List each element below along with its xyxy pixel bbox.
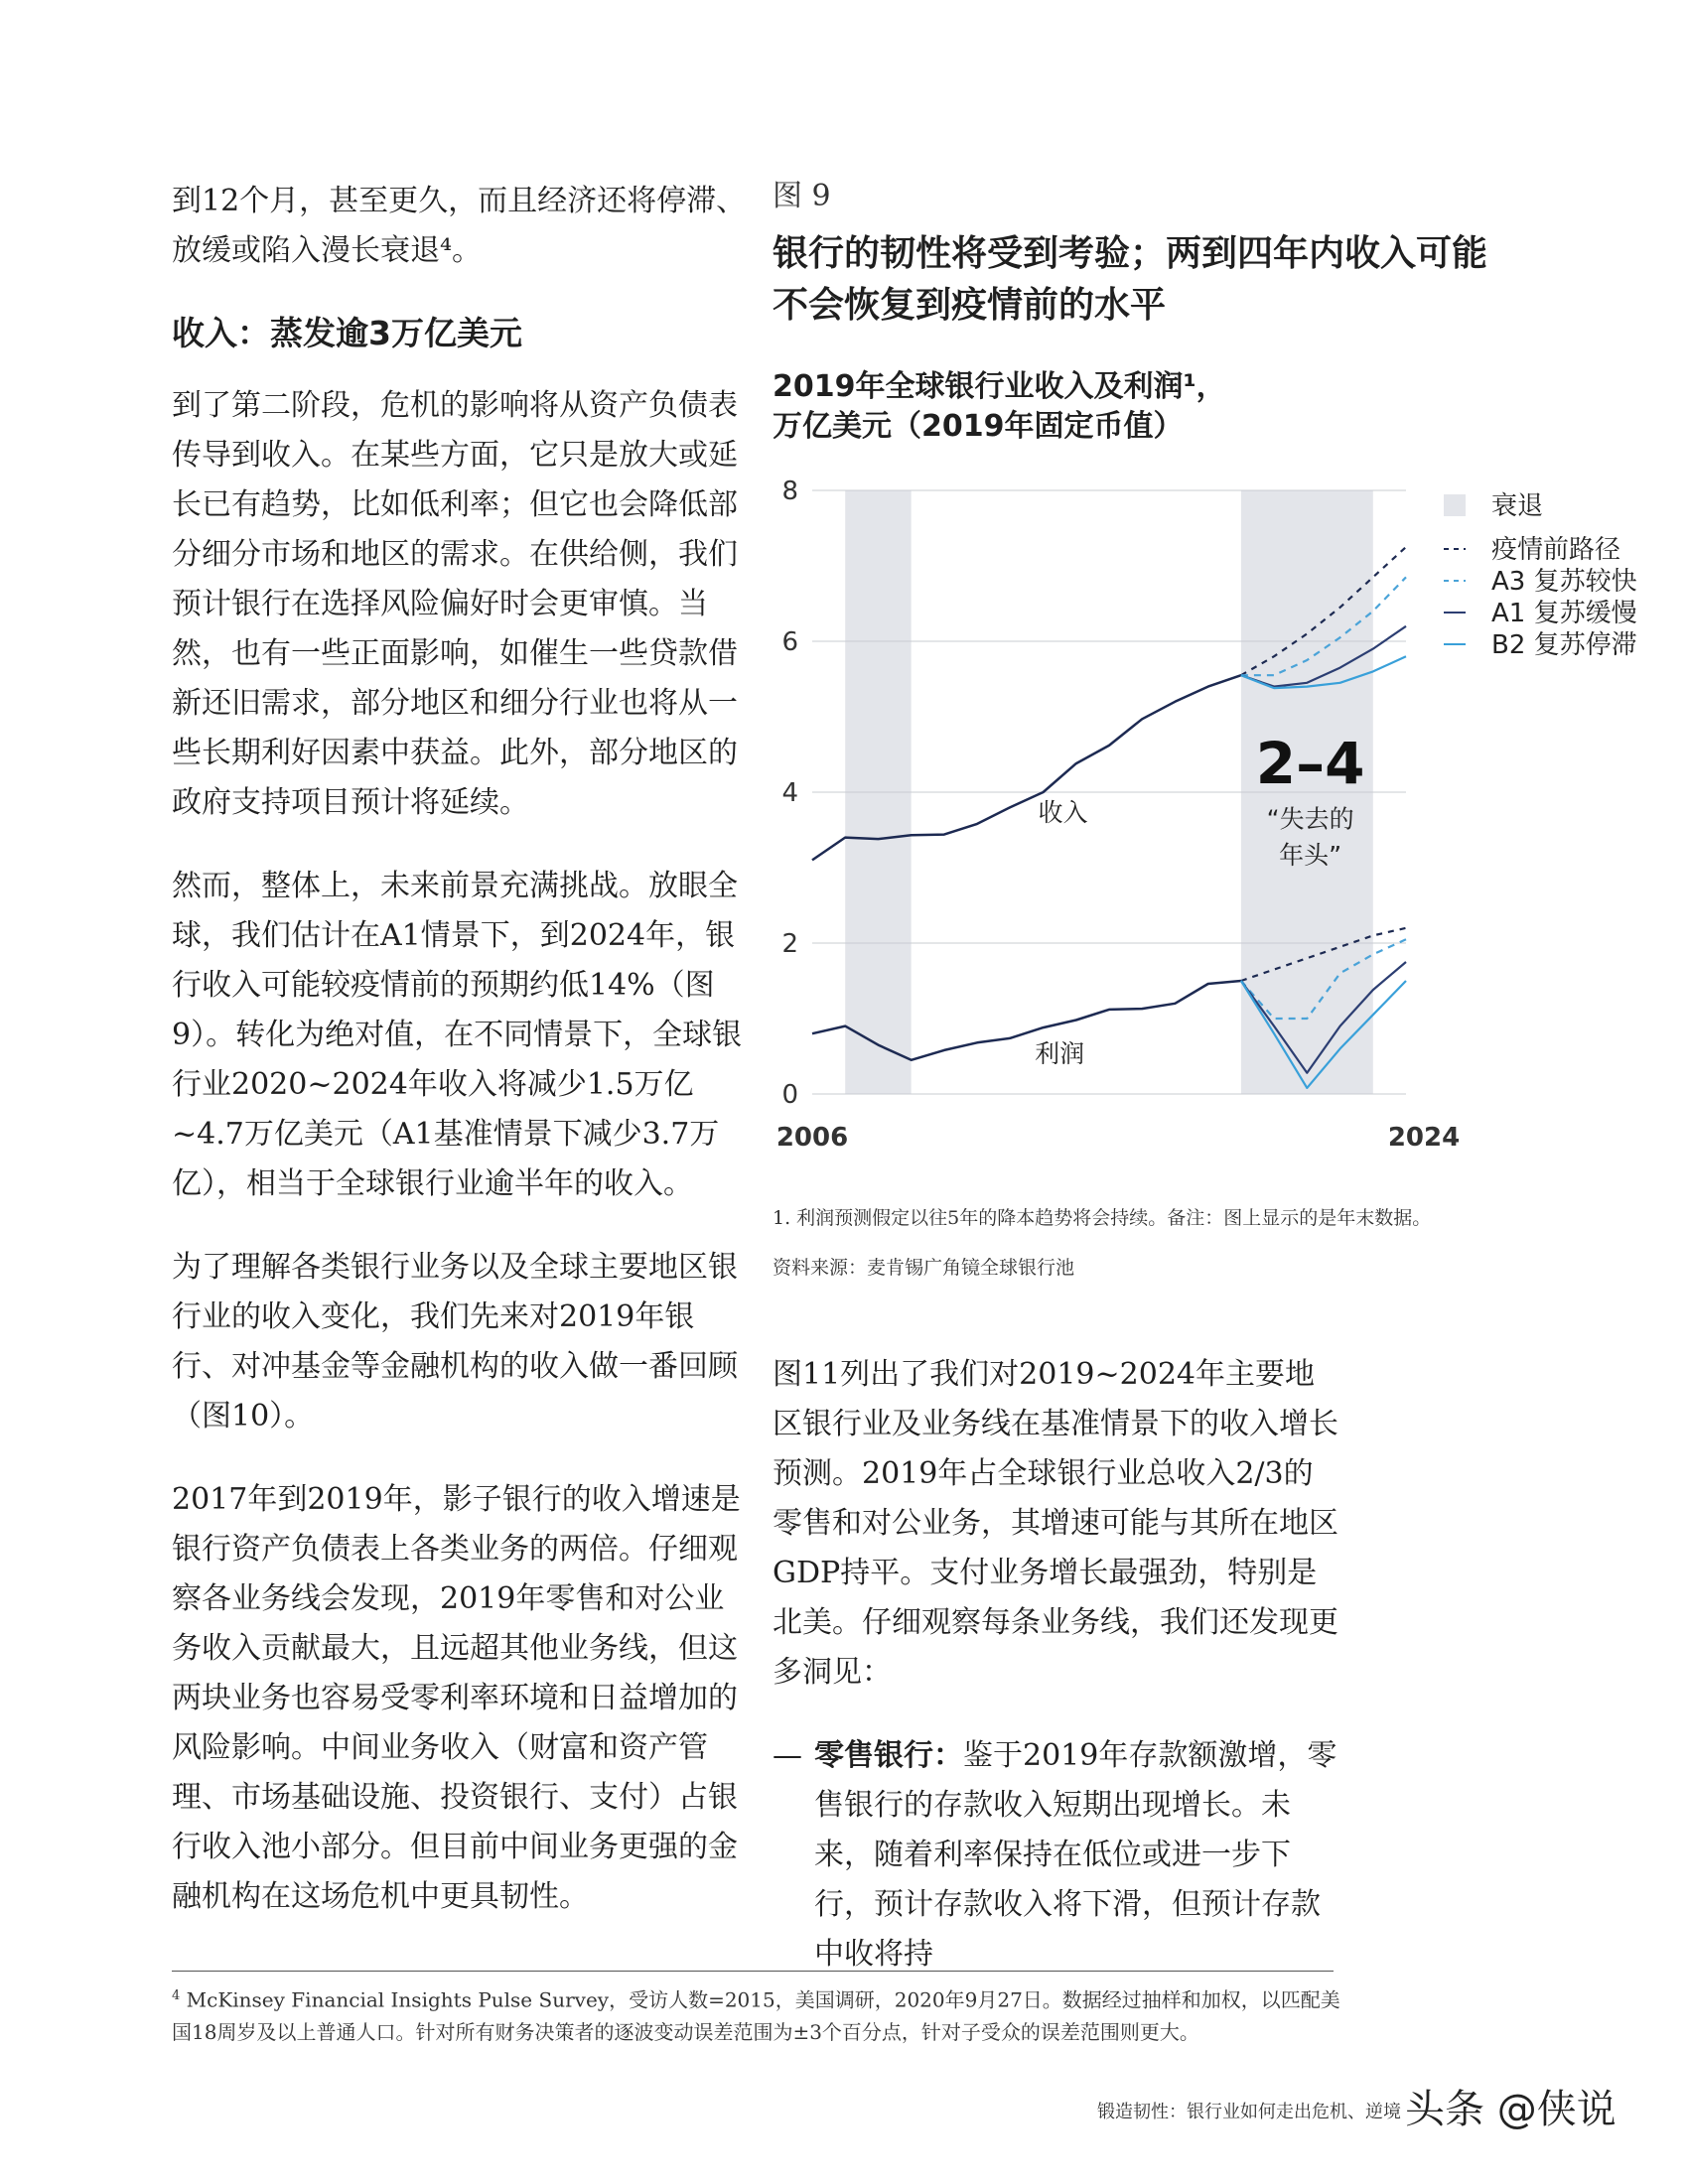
paragraph-revenue: 到了第二阶段，危机的影响将从资产负债表传导到收入。在某些方面，它只是放大或延长已有趋势，比如低利率；但它也会降低部分细分市场和地区的需求。在供给侧，我们预计银行在选择风险偏好时会更审慎。当然，也有一些正面影响，如催生一些贷款借新还旧需求，部分地区和细分行业也将从一些长期利好因素中获益。此外，部分地区的政府支持项目预计将延续。 xyxy=(172,388,738,820)
legend-b2-label: B2 复苏停滞 xyxy=(1491,630,1637,660)
paragraph-intro: 到12个月，甚至更久，而且经济还将停滞、放缓或陷入漫长衰退⁴。 xyxy=(172,184,747,268)
revenue-series-label: 收入 xyxy=(1038,797,1088,827)
x-tick-label-2006: 2006 xyxy=(775,1123,849,1153)
chart-footnote: 1. 利润预测假定以往5年的降本趋势将会持续。备注：图上显示的是年末数据。 xyxy=(773,1207,1432,1229)
legend-a3-label: A3 复苏较快 xyxy=(1491,567,1637,597)
y-tick-label-6: 6 xyxy=(781,627,798,657)
paragraph-shadow-banking: 2017年到2019年，影子银行的收入增速是银行资产负债表上各类业务的两倍。仔细观察各业务线会发现，2019年零售和对公业务收入贡献最大，且远超其他业务线，但这两块业务也容易受零利率环境和日益增加的风险影响。中间业务收入（财富和资产管理、市场基础设施、投资银行、支付）占银行收入池小部分。但目前中间业务更强的金融机构在这场危机中更具韧性。 xyxy=(172,1482,741,1914)
annotation-lost-years-line1: “失去的 xyxy=(1266,804,1354,834)
chart-title: 2019年全球银行业收入及利润¹， 万亿美元（2019年固定币值） xyxy=(773,369,1226,444)
legend-a1-label: A1 复苏缓慢 xyxy=(1491,599,1637,628)
x-tick-label-2024: 2024 xyxy=(1387,1123,1461,1153)
figure-title: 银行的韧性将受到考验；两到四年内收入可能 不会恢复到疫情前的水平 xyxy=(773,233,1488,326)
running-footer: 锻造韧性：银行业如何走出危机、逆境 xyxy=(1097,2102,1401,2122)
bullet-dash: — xyxy=(773,1738,802,1773)
bullet-label: 零售银行： xyxy=(814,1738,963,1773)
chart-source: 资料来源：麦肯锡广角镜全球银行池 xyxy=(773,1257,1075,1279)
left-column xyxy=(172,177,748,1956)
annotation-lost-years-line2: 年头” xyxy=(1279,841,1342,871)
footnote-divider xyxy=(172,1971,1334,1972)
footnote-text: McKinsey Financial Insights Pulse Survey，受访人数=2015，美国调研，2020年9月27日。数据经过抽样和加权，以匹配美国18周岁及以上普通人口。针对所有财务决策者的逐波变动误差范围为±3个百分点，针对子受众的误差范围则更大。 xyxy=(172,1987,1340,2044)
y-tick-label-0: 0 xyxy=(781,1080,798,1110)
paragraph-figure11: 图11列出了我们对2019~2024年主要地区银行业及业务线在基准情景下的收入增长预测。2019年占全球银行业总收入2/3的零售和对公业务，其增速可能与其所在地区GDP持平。支付业务增长最强劲，特别是北美。仔细观察每条业务线，我们还发现更多洞见： xyxy=(773,1357,1338,1690)
profit-series-label: 利润 xyxy=(1035,1039,1085,1069)
figure-header xyxy=(773,177,1587,447)
y-tick-label-8: 8 xyxy=(781,477,798,506)
section-heading: 收入：蒸发逾3万亿美元 xyxy=(172,314,522,352)
chart-container xyxy=(773,467,1656,1185)
watermark: 头条 @侠说 xyxy=(1405,2087,1617,2132)
figure-label: 图 9 xyxy=(773,179,831,213)
legend-recession-label: 衰退 xyxy=(1491,491,1544,521)
y-tick-label-4: 4 xyxy=(781,778,798,808)
revenue-profit-chart xyxy=(773,467,1656,1181)
right-column xyxy=(773,1350,1338,1979)
legend-recession-swatch xyxy=(1444,494,1466,516)
bullet-retail xyxy=(773,1731,1338,1979)
y-tick-label-2: 2 xyxy=(781,929,798,959)
annotation-lost-years-range: 2–4 xyxy=(1255,729,1365,797)
legend-precovid-label: 疫情前路径 xyxy=(1491,535,1621,565)
paragraph-review: 为了理解各类银行业务以及全球主要地区银行业的收入变化，我们先来对2019年银行、对冲基金等金融机构的收入做一番回顾（图10）。 xyxy=(172,1250,738,1433)
paragraph-outlook: 然而，整体上，未来前景充满挑战。放眼全球，我们估计在A1情景下，到2024年，银行收入可能较疫情前的预期约低14%（图9）。转化为绝对值，在不同情景下，全球银行业2020~2024年收入将减少1.5万亿~4.7万亿美元（A1基准情景下减少3.7万亿），相当于全球银行业逾半年的收入。 xyxy=(172,869,743,1201)
footnote-marker: 4 xyxy=(172,1988,181,2003)
bullet-text: 鉴于2019年存款额激增，零售银行的存款收入短期出现增长。未来，随着利率保持在低位或进一步下行，预计存款收入将下滑，但预计存款中收将持 xyxy=(814,1738,1337,1972)
footnote xyxy=(172,1980,1343,2048)
